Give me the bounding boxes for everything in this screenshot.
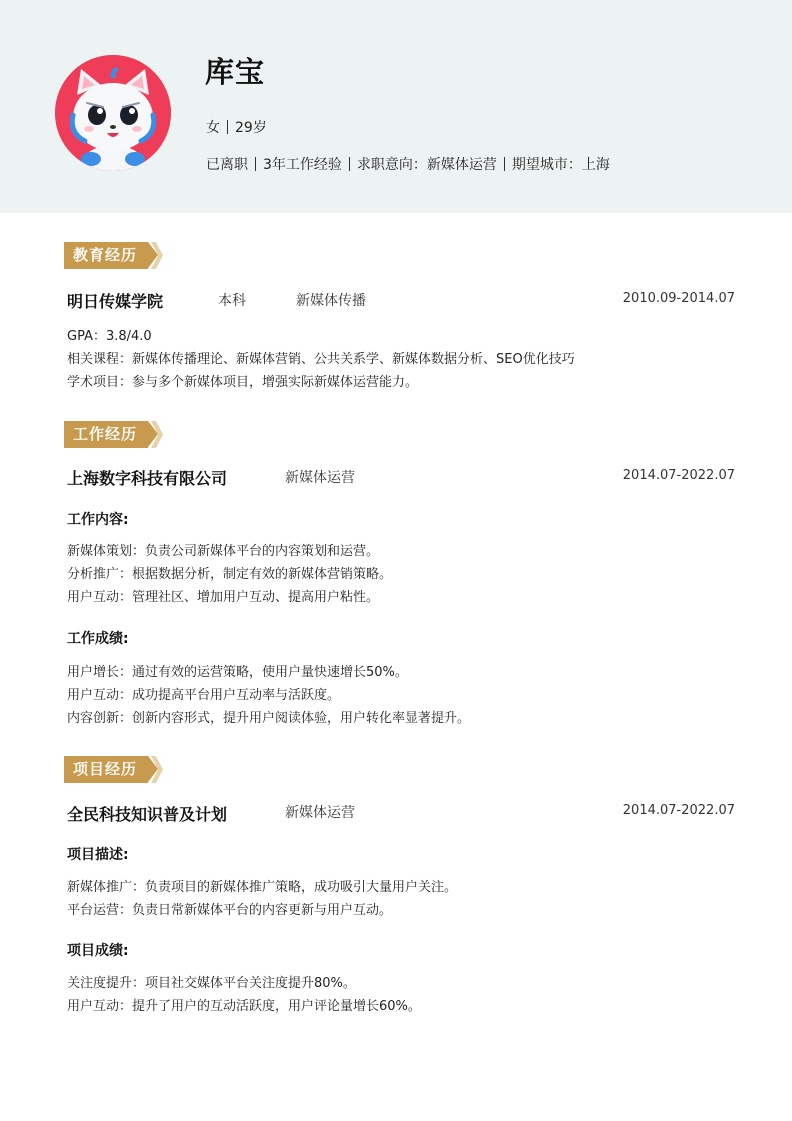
age: 29岁 xyxy=(235,120,267,136)
work-role: 新媒体运营 xyxy=(285,470,355,486)
company-name: 上海数字科技有限公司 xyxy=(67,469,228,488)
cartoon-cat-avatar-icon xyxy=(55,55,171,171)
project-date: 2014.07-2022.07 xyxy=(622,803,735,818)
work-achievement-line: 内容创新：创新内容形式，提升用户阅读体验，用户转化率显著提升。 xyxy=(67,711,471,726)
major: 新媒体传播 xyxy=(296,293,366,309)
work-section-tag xyxy=(64,421,162,448)
job-info-line xyxy=(206,154,610,174)
work-achievement-line: 用户互动：成功提高平台用户互动率与活跃度。 xyxy=(67,688,341,703)
expected-city: 期望城市：上海 xyxy=(511,157,610,173)
work-achievements-heading: 工作成绩: xyxy=(67,631,129,647)
project-name: 全民科技知识普及计划 xyxy=(67,805,228,824)
work-content-list xyxy=(67,540,392,609)
education-section-title: 教育经历 xyxy=(64,242,148,269)
work-content-line: 用户互动：管理社区、增加用户互动、提高用户粘性。 xyxy=(67,590,380,605)
project-section-title: 项目经历 xyxy=(64,756,148,783)
work-content-heading: 工作内容: xyxy=(67,512,129,528)
divider xyxy=(227,120,228,134)
project-section-tag xyxy=(64,756,162,783)
project-result-line: 用户互动：提升了用户的互动活跃度，用户评论量增长60%。 xyxy=(67,999,421,1014)
divider xyxy=(255,157,256,171)
degree: 本科 xyxy=(218,293,246,309)
education-section-tag xyxy=(64,242,162,269)
project-description-line: 平台运营：负责日常新媒体平台的内容更新与用户互动。 xyxy=(67,903,393,918)
education-line: 学术项目：参与多个新媒体项目，增强实际新媒体运营能力。 xyxy=(67,375,419,390)
gender: 女 xyxy=(206,120,220,136)
project-description-line: 新媒体推广：负责项目的新媒体推广策略，成功吸引大量用户关注。 xyxy=(67,880,458,895)
employment-status: 已离职 xyxy=(206,157,248,173)
work-content-line: 分析推广：根据数据分析，制定有效的新媒体营销策略。 xyxy=(67,567,393,582)
work-date: 2014.07-2022.07 xyxy=(622,468,735,483)
divider xyxy=(349,157,350,171)
work-section-title: 工作经历 xyxy=(64,421,148,448)
basic-info-line xyxy=(206,117,267,137)
project-role: 新媒体运营 xyxy=(285,805,355,821)
work-experience: 3年工作经验 xyxy=(263,157,342,173)
school-name: 明日传媒学院 xyxy=(67,292,164,311)
profile-header xyxy=(0,0,792,213)
work-achievements-list xyxy=(67,661,470,730)
project-description-list xyxy=(67,876,457,922)
education-line: 相关课程：新媒体传播理论、新媒体营销、公共关系学、新媒体数据分析、SEO优化技巧 xyxy=(67,352,575,367)
work-content-line: 新媒体策划：负责公司新媒体平台的内容策划和运营。 xyxy=(67,544,380,559)
education-details xyxy=(67,325,575,394)
avatar xyxy=(55,55,171,171)
job-intention: 求职意向：新媒体运营 xyxy=(356,157,497,173)
project-result-line: 关注度提升：项目社交媒体平台关注度提升80%。 xyxy=(67,976,356,991)
candidate-name: 库宝 xyxy=(205,55,266,89)
divider xyxy=(504,157,505,171)
project-results-list xyxy=(67,972,421,1018)
project-description-heading: 项目描述: xyxy=(67,847,129,863)
project-results-heading: 项目成绩: xyxy=(67,943,129,959)
education-line: GPA：3.8/4.0 xyxy=(67,329,152,344)
work-achievement-line: 用户增长：通过有效的运营策略，使用户量快速增长50%。 xyxy=(67,665,408,680)
education-date: 2010.09-2014.07 xyxy=(622,291,735,306)
